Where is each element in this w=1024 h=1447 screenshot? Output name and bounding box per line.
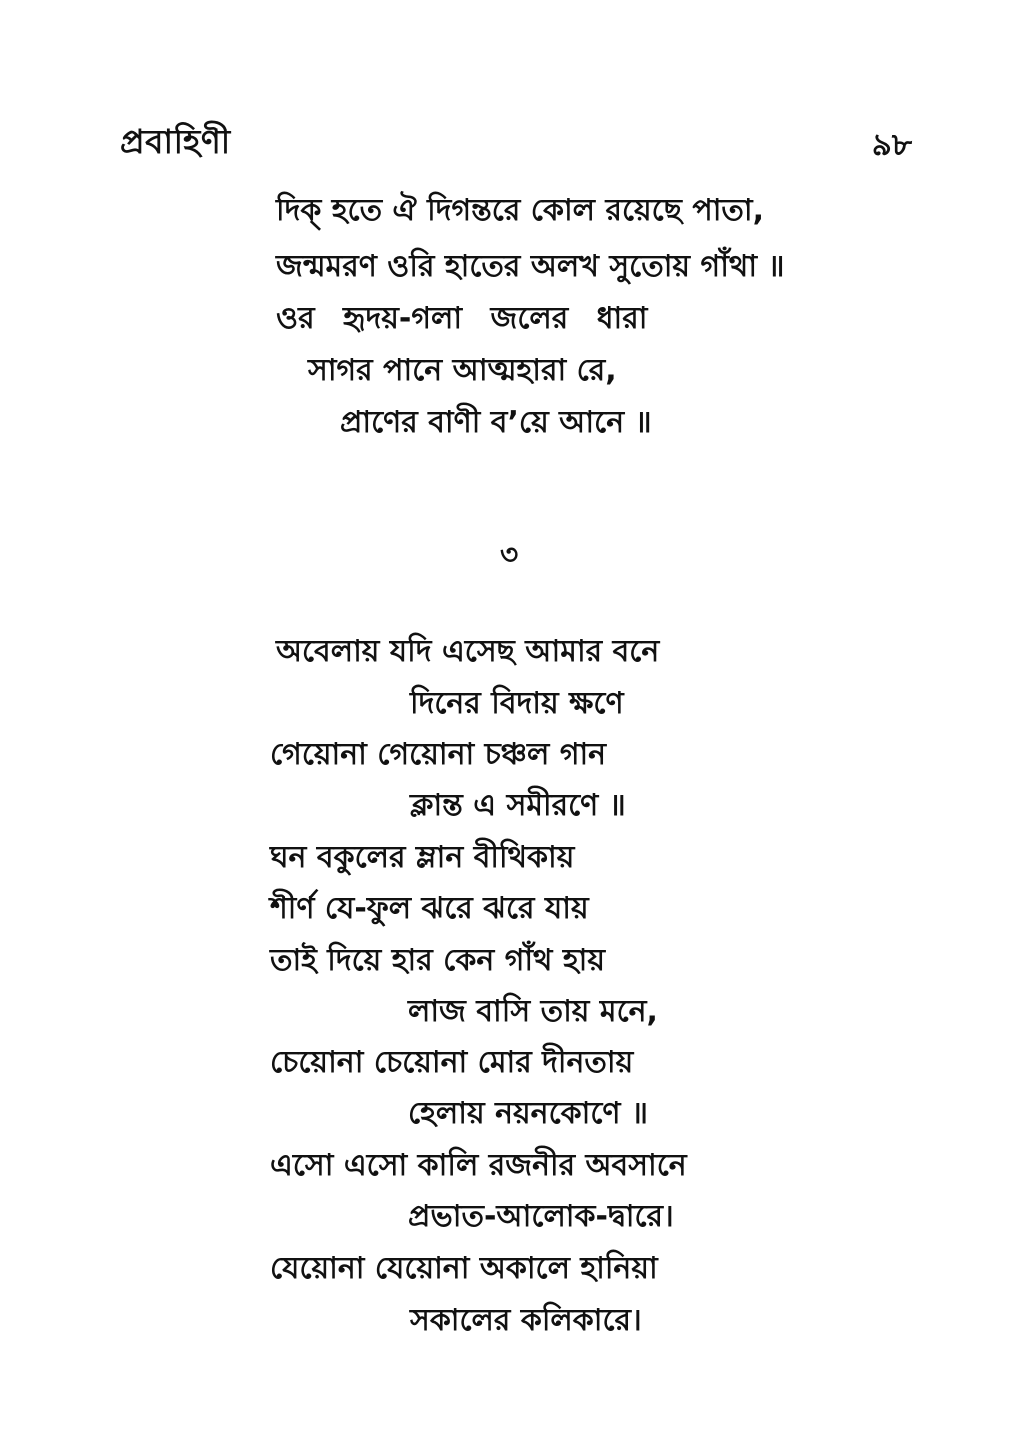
verse-line: সাগর পানে আত্মহারা রে, <box>308 353 617 388</box>
verse-line: ঘন বকুলের ম্লান বীথিকায় <box>270 840 575 875</box>
verse-line: শীর্ণ যে-ফুল ঝরে ঝরে যায় <box>270 891 589 926</box>
verse-line: যেয়োনা যেয়োনা অকালে হানিয়া <box>270 1251 658 1286</box>
running-header-title: প্রবাহিণী <box>120 122 231 161</box>
verse-line: লাজ বাসি তায় মনে, <box>408 994 658 1029</box>
verse-line: প্রভাত-আলোক-দ্বারে। <box>408 1199 674 1234</box>
verse-line: এসো এসো কালি রজনীর অবসানে <box>270 1148 687 1183</box>
song-number: ৩ <box>500 538 519 571</box>
verse-line: গেয়োনা গেয়োনা চঞ্চল গান <box>270 737 607 772</box>
verse-line: সকালের কলিকারে। <box>410 1303 642 1338</box>
verse-line: ক্লান্ত এ সমীরণে ॥ <box>410 788 626 823</box>
verse-line: প্রাণের বাণী ব’য়ে আনে ॥ <box>340 405 652 440</box>
verse-line: ওর হৃদয়-গলা জলের ধারা <box>276 301 648 336</box>
verse-line: জন্মমরণ ওরি হাতের অলখ সুতোয় গাঁথা ॥ <box>276 249 785 284</box>
verse-line: হেলায় নয়নকোণে ॥ <box>408 1096 648 1131</box>
verse-line: তাই দিয়ে হার কেন গাঁথ হায় <box>270 943 606 978</box>
verse-line: দিনের বিদায় ক্ষণে <box>410 686 624 721</box>
page-number: ৯৮ <box>871 127 912 163</box>
verse-line: অবেলায় যদি এসেছ আমার বনে <box>276 634 660 669</box>
verse-line: চেয়োনা চেয়োনা মোর দীনতায় <box>270 1045 634 1080</box>
verse-line: দিক্‌ হতে ঐ দিগন্তরে কোল রয়েছে পাতা, <box>276 193 765 228</box>
